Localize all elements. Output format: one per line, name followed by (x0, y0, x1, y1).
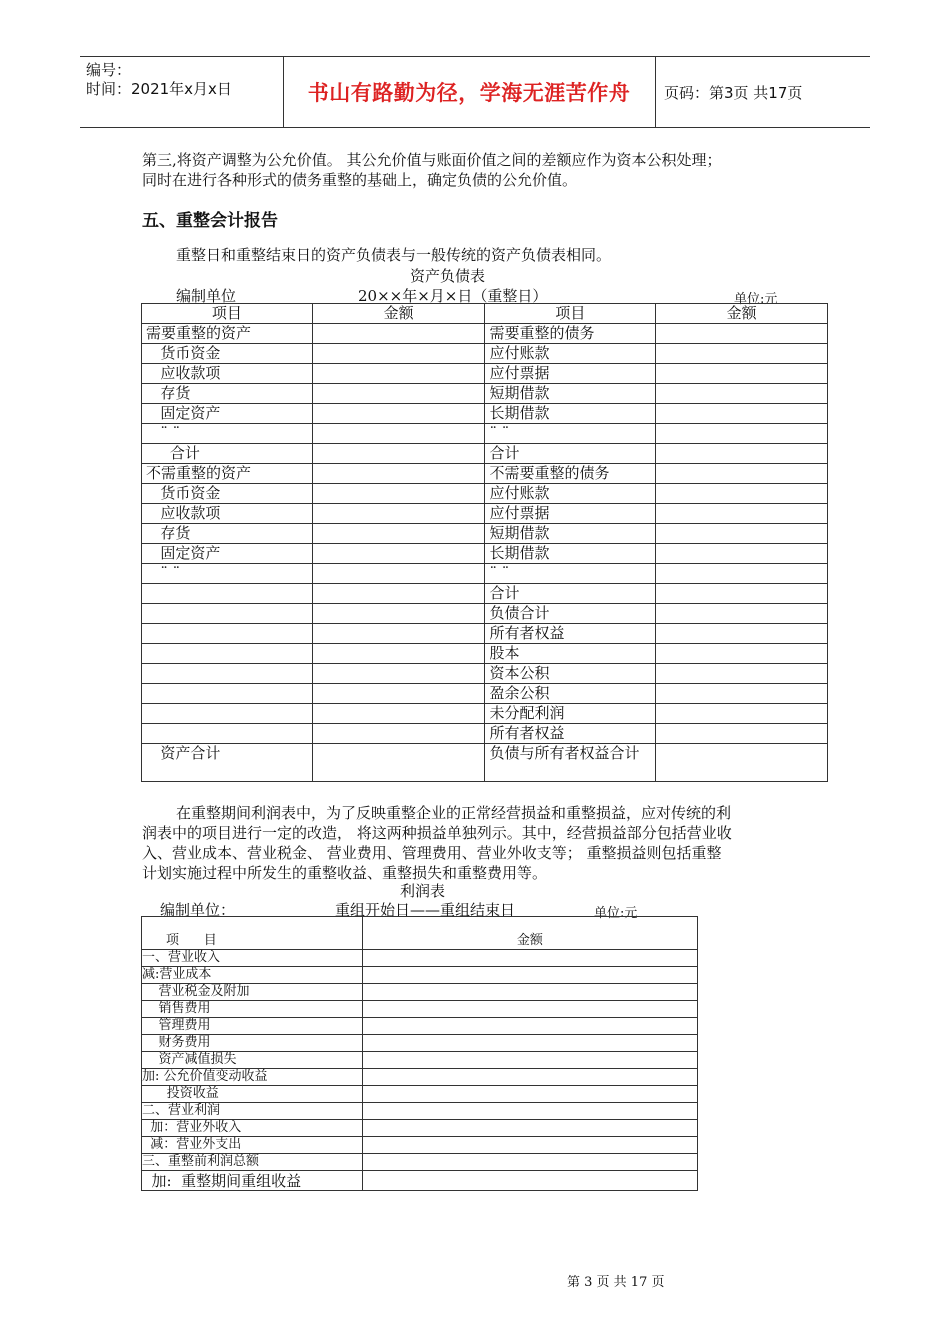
income-item: 减：营业外支出 (142, 1137, 363, 1154)
balance-sheet-row (142, 444, 828, 464)
income-amount (362, 1052, 697, 1069)
income-statement-row (142, 1120, 698, 1137)
income-amount (362, 1103, 697, 1120)
liability-amount (656, 564, 828, 584)
balance-sheet-row (142, 464, 828, 484)
income-item: 二、营业利润 (142, 1103, 363, 1120)
balance-sheet-row (142, 344, 828, 364)
income-amount (362, 1137, 697, 1154)
income-statement-row (142, 1035, 698, 1052)
header-amount: 金额 (656, 304, 828, 324)
paragraph-3-line-1: 在重整期间利润表中，为了反映重整企业的正常经营损益和重整损益，应对传统的利 (176, 804, 732, 822)
liability-amount (656, 464, 828, 484)
income-item: 管理费用 (142, 1018, 363, 1035)
balance-sheet-row (142, 324, 828, 344)
income-item: 财务费用 (142, 1035, 363, 1052)
asset-amount (312, 544, 485, 564)
header-meta (80, 57, 284, 127)
income-item: 减:营业成本 (142, 967, 363, 984)
asset-amount (312, 404, 485, 424)
asset-item (142, 604, 313, 624)
income-amount (362, 967, 697, 984)
income-statement-row (142, 984, 698, 1001)
liability-amount (656, 324, 828, 344)
asset-amount (312, 504, 485, 524)
liability-amount (656, 384, 828, 404)
liability-item: 不需要重整的债务 (485, 464, 656, 484)
asset-item (142, 684, 313, 704)
income-statement-currency: 单位:元 (594, 906, 638, 921)
liability-item: 资本公积 (485, 664, 656, 684)
asset-amount (312, 744, 485, 782)
page-footer: 第 3 页 共 17 页 (567, 1275, 665, 1290)
balance-sheet-date: 20××年×月×日（重整日） (358, 287, 548, 305)
header-motto-cell (283, 57, 656, 127)
balance-sheet-row (142, 544, 828, 564)
asset-amount (312, 444, 485, 464)
balance-sheet-row (142, 364, 828, 384)
liability-amount (656, 624, 828, 644)
liability-item: 所有者权益 (485, 724, 656, 744)
liability-item: 需要重整的债务 (485, 324, 656, 344)
income-item: 资产减值损失 (142, 1052, 363, 1069)
asset-item: 存货 (142, 384, 313, 404)
balance-sheet-row (142, 744, 828, 782)
liability-item: 负债与所有者权益合计 (485, 744, 656, 782)
liability-item: 所有者权益 (485, 624, 656, 644)
section-title: 五、重整会计报告 (142, 211, 278, 231)
income-statement-table (141, 916, 698, 1191)
liability-amount (656, 584, 828, 604)
balance-sheet-row (142, 524, 828, 544)
income-amount (362, 1018, 697, 1035)
income-amount (362, 1171, 697, 1191)
asset-amount (312, 724, 485, 744)
asset-item (142, 624, 313, 644)
header-motto: 书山有路勤为径，学海无涯苦作舟 (307, 81, 631, 105)
liability-item: 应付票据 (485, 504, 656, 524)
asset-item: ¨ ¨ (142, 424, 313, 444)
income-statement-row (142, 1069, 698, 1086)
asset-item: 合计 (142, 444, 313, 464)
liability-item: 长期借款 (485, 404, 656, 424)
serial-number: 编号： (86, 61, 132, 79)
asset-amount (312, 664, 485, 684)
liability-amount (656, 744, 828, 782)
asset-amount (312, 464, 485, 484)
header-page-info: 页码：第3页 共17页 (664, 83, 803, 102)
asset-item: 资产合计 (142, 744, 313, 782)
asset-item: 货币资金 (142, 344, 313, 364)
asset-item: 需要重整的资产 (142, 324, 313, 344)
income-statement-row (142, 1052, 698, 1069)
balance-sheet-row (142, 604, 828, 624)
balance-sheet-row (142, 644, 828, 664)
income-amount (362, 1069, 697, 1086)
liability-item: 合计 (485, 444, 656, 464)
asset-item: ¨ ¨ (142, 564, 313, 584)
asset-item: 固定资产 (142, 544, 313, 564)
liability-amount (656, 364, 828, 384)
income-statement-row (142, 1154, 698, 1171)
balance-sheet-row (142, 504, 828, 524)
income-amount (362, 1001, 697, 1018)
liability-item: 未分配利润 (485, 704, 656, 724)
liability-item: ¨ ¨ (485, 564, 656, 584)
income-statement-row (142, 1086, 698, 1103)
liability-amount (656, 484, 828, 504)
income-amount (362, 1154, 697, 1171)
header-page-cell (656, 57, 870, 127)
balance-sheet-row (142, 704, 828, 724)
balance-sheet-row (142, 684, 828, 704)
liability-amount (656, 544, 828, 564)
income-amount (362, 984, 697, 1001)
income-item: 销售费用 (142, 1001, 363, 1018)
asset-item: 固定资产 (142, 404, 313, 424)
paragraph-3-line-3: 入、营业成本、营业税金、 营业费用、管理费用、营业外收支等； 重整损益则包括重整 (142, 844, 722, 862)
header-amount: 金额 (362, 917, 697, 950)
liability-item: ¨ ¨ (485, 424, 656, 444)
liability-item: 短期借款 (485, 524, 656, 544)
header-item: 项目 (142, 304, 313, 324)
balance-sheet-row (142, 624, 828, 644)
income-statement-row (142, 1001, 698, 1018)
asset-amount (312, 604, 485, 624)
asset-item: 应收款项 (142, 364, 313, 384)
balance-sheet-row (142, 404, 828, 424)
asset-item: 不需重整的资产 (142, 464, 313, 484)
income-item: 一、营业收入 (142, 950, 363, 967)
liability-amount (656, 704, 828, 724)
liability-amount (656, 724, 828, 744)
income-item: 加: 公允价值变动收益 (142, 1069, 363, 1086)
asset-amount (312, 324, 485, 344)
balance-sheet-row (142, 564, 828, 584)
liability-amount (656, 444, 828, 464)
asset-amount (312, 624, 485, 644)
liability-item: 长期借款 (485, 544, 656, 564)
income-item: 营业税金及附加 (142, 984, 363, 1001)
header-time: 时间：2021年x月x日 (86, 80, 232, 98)
asset-amount (312, 564, 485, 584)
income-statement-row (142, 1171, 698, 1191)
income-amount (362, 950, 697, 967)
income-amount (362, 1086, 697, 1103)
balance-sheet-unit-label: 编制单位 (176, 287, 237, 305)
income-statement-unit-label: 编制单位： (160, 901, 236, 919)
balance-sheet-row (142, 484, 828, 504)
balance-sheet-row (142, 724, 828, 744)
income-statement-row (142, 1103, 698, 1120)
liability-item: 合计 (485, 584, 656, 604)
income-statement-row (142, 950, 698, 967)
liability-amount (656, 684, 828, 704)
asset-item: 货币资金 (142, 484, 313, 504)
balance-sheet-row (142, 584, 828, 604)
asset-item: 存货 (142, 524, 313, 544)
asset-amount (312, 584, 485, 604)
asset-amount (312, 524, 485, 544)
asset-amount (312, 684, 485, 704)
liability-amount (656, 524, 828, 544)
asset-item (142, 584, 313, 604)
header-amount: 金额 (312, 304, 485, 324)
liability-amount (656, 424, 828, 444)
paragraph-2: 重整日和重整结束日的资产负债表与一般传统的资产负债表相同。 (176, 246, 612, 264)
liability-amount (656, 644, 828, 664)
asset-item (142, 664, 313, 684)
paragraph-3-line-2: 润表中的项目进行一定的改造， 将这两种损益单独列示。其中，经营损益部分包括营业收 (142, 824, 732, 842)
income-amount (362, 1035, 697, 1052)
income-item: 加：营业外收入 (142, 1120, 363, 1137)
asset-amount (312, 644, 485, 664)
income-item: 投资收益 (142, 1086, 363, 1103)
header-item: 项目 (485, 304, 656, 324)
income-statement-header-row (142, 917, 698, 950)
asset-amount (312, 704, 485, 724)
liability-amount (656, 404, 828, 424)
paragraph-3-line-4: 计划实施过程中所发生的重整收益、重整损失和重整费用等。 (142, 864, 548, 882)
balance-sheet-row (142, 664, 828, 684)
header-item: 项 目 (142, 917, 363, 950)
liability-item: 股本 (485, 644, 656, 664)
paragraph-1-line-1: 第三,将资产调整为公允价值。 其公允价值与账面价值之间的差额应作为资本公积处理； (142, 151, 722, 169)
liability-item: 负债合计 (485, 604, 656, 624)
liability-item: 盈余公积 (485, 684, 656, 704)
balance-sheet-row (142, 424, 828, 444)
income-statement-row (142, 1018, 698, 1035)
income-amount (362, 1120, 697, 1137)
paragraph-1-line-2: 同时在进行各种形式的债务重整的基础上，确定负债的公允价值。 (142, 171, 578, 189)
asset-amount (312, 344, 485, 364)
income-statement-title: 利润表 (400, 882, 446, 900)
asset-amount (312, 364, 485, 384)
liability-item: 应付账款 (485, 484, 656, 504)
asset-item (142, 704, 313, 724)
balance-sheet-table (141, 303, 828, 782)
liability-amount (656, 664, 828, 684)
balance-sheet-currency: 单位:元 (734, 292, 778, 307)
income-item: 三、重整前利润总额 (142, 1154, 363, 1171)
liability-item: 应付票据 (485, 364, 656, 384)
page-header (80, 56, 870, 128)
liability-amount (656, 344, 828, 364)
asset-item (142, 724, 313, 744)
asset-amount (312, 484, 485, 504)
asset-amount (312, 384, 485, 404)
asset-item: 应收款项 (142, 504, 313, 524)
balance-sheet-row (142, 384, 828, 404)
income-statement-row (142, 1137, 698, 1154)
liability-amount (656, 604, 828, 624)
liability-item: 应付账款 (485, 344, 656, 364)
balance-sheet-title: 资产负债表 (410, 267, 486, 285)
liability-amount (656, 504, 828, 524)
liability-item: 短期借款 (485, 384, 656, 404)
balance-sheet-header-row (142, 304, 828, 324)
income-item: 加: 重整期间重组收益 (142, 1171, 363, 1191)
asset-amount (312, 424, 485, 444)
income-statement-period: 重组开始日——重组结束日 (335, 901, 516, 919)
income-statement-row (142, 967, 698, 984)
asset-item (142, 644, 313, 664)
